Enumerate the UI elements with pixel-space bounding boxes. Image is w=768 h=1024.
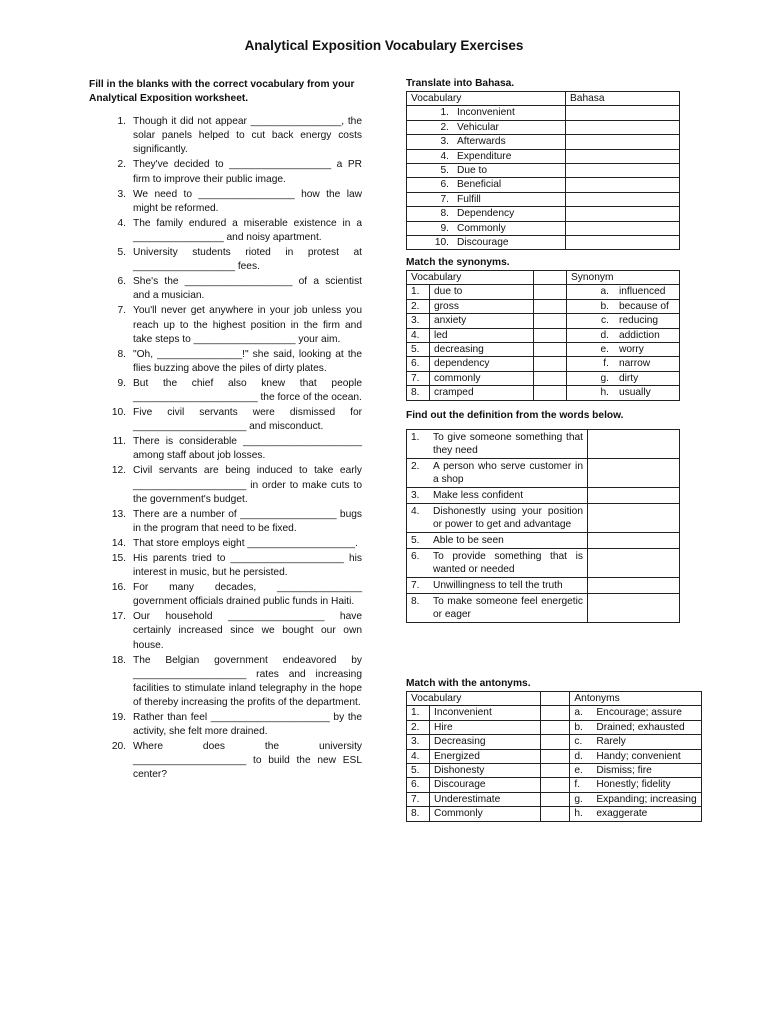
definitions-section — [406, 410, 680, 623]
antonym-vocab: Discourage — [430, 778, 541, 792]
translate-row — [407, 192, 680, 206]
translate-table — [406, 91, 680, 250]
question-text: "Oh, _______________!" she said, looking at the flies buzzing above the piles of dirty plates. — [133, 348, 362, 374]
translate-word: Commonly — [457, 222, 506, 234]
synonym-number: 6. — [407, 357, 430, 371]
definition-answer-cell — [588, 549, 680, 578]
antonym-word: exaggerate — [592, 807, 701, 821]
translate-vocab — [411, 222, 561, 235]
synonym-letter: e. — [566, 342, 615, 356]
antonym-blank — [541, 720, 570, 734]
synonym-word: worry — [615, 342, 680, 356]
antonyms-table — [406, 691, 702, 822]
translate-vocab — [411, 121, 561, 134]
synonym-blank — [533, 342, 566, 356]
translate-vocab-cell — [407, 149, 566, 163]
antonyms-heading: Match with the antonyms. — [406, 678, 531, 689]
definition-text: Unwillingness to tell the truth — [429, 578, 588, 594]
synonyms-table — [406, 270, 680, 401]
synonyms-col-empty — [533, 271, 566, 285]
translate-vocab-cell — [407, 235, 566, 249]
question-number: 19. — [111, 712, 126, 724]
definition-row — [407, 533, 680, 549]
translate-word: Inconvenient — [457, 107, 515, 119]
antonym-letter: c. — [570, 735, 593, 749]
translate-answer-cell — [566, 221, 680, 235]
translate-row — [407, 163, 680, 177]
translate-vocab — [411, 236, 561, 249]
question-text: Five civil servants were dismissed for ____________________ and misconduct. — [133, 407, 362, 433]
translate-vocab-cell — [407, 106, 566, 120]
question-item — [89, 246, 362, 274]
translate-answer-cell — [566, 135, 680, 149]
translate-row — [407, 135, 680, 149]
antonym-letter: a. — [570, 706, 593, 720]
translate-vocab-cell — [407, 178, 566, 192]
question-item — [89, 348, 362, 376]
antonym-word: Honestly; fidelity — [592, 778, 701, 792]
question-number: 8. — [117, 348, 126, 360]
definition-answer-cell — [588, 533, 680, 549]
antonym-letter: b. — [570, 720, 593, 734]
synonym-row — [407, 285, 680, 299]
question-text: Civil servants are being induced to take early ____________________ in order to make cuts to the government's budget. — [133, 465, 362, 505]
question-number: 10. — [111, 407, 126, 419]
antonym-blank — [541, 807, 570, 821]
translate-number: 2. — [440, 121, 449, 133]
question-item — [89, 740, 362, 782]
translate-word: Fulfill — [457, 193, 481, 205]
question-text: That store employs eight ___________________. — [133, 537, 358, 549]
antonym-row — [407, 778, 702, 792]
question-item — [89, 377, 362, 405]
question-text: Though it did not appear ________________, the solar panels helped to cut back energy costs significantly. — [133, 116, 362, 156]
antonym-word: Dismiss; fire — [592, 763, 701, 777]
definition-number: 4. — [407, 504, 430, 533]
antonym-row — [407, 792, 702, 806]
question-item — [89, 275, 362, 303]
translate-word: Beneficial — [457, 179, 502, 191]
question-number: 11. — [112, 436, 126, 448]
question-item — [89, 304, 362, 346]
antonyms-col-antonyms: Antonyms — [570, 692, 702, 706]
translate-word: Afterwards — [457, 136, 506, 148]
question-text: His parents tried to ____________________ his interest in music, but he persisted. — [133, 553, 362, 579]
translate-number: 3. — [440, 136, 449, 148]
translate-vocab — [411, 193, 561, 206]
translate-vocab — [411, 164, 561, 177]
antonym-vocab: Commonly — [430, 807, 541, 821]
fill-blanks-section — [89, 78, 362, 784]
fill-blanks-instruction: Fill in the blanks with the correct vocabulary from your Analytical Exposition worksheet. — [89, 79, 355, 105]
antonym-blank — [541, 706, 570, 720]
question-item — [89, 115, 362, 157]
synonym-blank — [533, 357, 566, 371]
definition-text: Make less confident — [429, 488, 588, 504]
translate-row — [407, 235, 680, 249]
translate-word: Discourage — [457, 236, 509, 248]
antonym-word: Expanding; increasing — [592, 792, 701, 806]
synonym-number: 4. — [407, 328, 430, 342]
translate-word: Vehicular — [457, 121, 499, 133]
question-item — [89, 158, 362, 186]
synonym-vocab: dependency — [430, 357, 534, 371]
antonym-word: Handy; convenient — [592, 749, 701, 763]
question-item — [89, 654, 362, 710]
antonym-blank — [541, 735, 570, 749]
definition-number: 5. — [407, 533, 430, 549]
translate-row — [407, 207, 680, 221]
question-item — [89, 435, 362, 463]
definition-answer-cell — [588, 459, 680, 488]
antonym-word: Encourage; assure — [592, 706, 701, 720]
synonym-word: usually — [615, 386, 680, 400]
translate-vocab — [411, 207, 561, 220]
synonym-blank — [533, 285, 566, 299]
question-item — [89, 406, 362, 434]
synonyms-col-synonym: Synonym — [566, 271, 679, 285]
question-text: The Belgian government endeavored by ____________________ rates and increasing facilities to stimulate inland telegraphy in the hope of thereby increasing the profits of the department. — [133, 654, 362, 708]
synonym-number: 8. — [407, 386, 430, 400]
translate-answer-cell — [566, 207, 680, 221]
question-number: 9. — [117, 377, 126, 389]
antonym-blank — [541, 792, 570, 806]
translate-row — [407, 221, 680, 235]
synonym-vocab: gross — [430, 299, 534, 313]
antonym-blank — [541, 749, 570, 763]
translate-row — [407, 120, 680, 134]
translate-answer-cell — [566, 235, 680, 249]
antonym-row — [407, 720, 702, 734]
antonym-number: 5. — [407, 763, 430, 777]
translate-answer-cell — [566, 192, 680, 206]
definition-row — [407, 504, 680, 533]
antonyms-col-empty — [541, 692, 570, 706]
synonym-row — [407, 299, 680, 313]
question-number: 5. — [117, 247, 126, 259]
translate-vocab-cell — [407, 207, 566, 221]
definitions-table — [406, 429, 680, 623]
antonym-word: Rarely — [592, 735, 701, 749]
translate-section — [406, 78, 680, 250]
translate-vocab-cell — [407, 221, 566, 235]
question-number: 1. — [117, 116, 126, 128]
translate-vocab-cell — [407, 163, 566, 177]
translate-number: 6. — [440, 179, 449, 191]
definition-number: 2. — [407, 459, 430, 488]
question-number: 16. — [111, 582, 126, 594]
question-text: She's the ___________________ of a scientist and a musician. — [133, 276, 362, 302]
synonym-row — [407, 386, 680, 400]
question-item — [89, 464, 362, 506]
synonym-letter: f. — [566, 357, 615, 371]
definition-number: 7. — [407, 578, 430, 594]
translate-number: 4. — [440, 150, 449, 162]
translate-number: 9. — [440, 222, 449, 234]
translate-vocab-cell — [407, 120, 566, 134]
question-item — [89, 217, 362, 245]
translate-number: 1. — [440, 107, 449, 119]
synonym-number: 7. — [407, 371, 430, 385]
translate-vocab-cell — [407, 192, 566, 206]
question-item — [89, 610, 362, 652]
question-text: They've decided to __________________ a PR firm to improve their public image. — [133, 159, 362, 185]
fill-blanks-list — [89, 115, 362, 782]
synonym-letter: g. — [566, 371, 615, 385]
translate-number: 5. — [440, 164, 449, 176]
antonyms-col-vocabulary: Vocabulary — [407, 692, 541, 706]
synonym-word: influenced — [615, 285, 680, 299]
translate-vocab — [411, 150, 561, 163]
definition-text: To provide something that is wanted or needed — [429, 549, 588, 578]
translate-number: 8. — [440, 208, 449, 220]
synonyms-col-vocabulary: Vocabulary — [407, 271, 534, 285]
question-text: University students rioted in protest at __________________ fees. — [133, 247, 362, 273]
translate-col-bahasa: Bahasa — [566, 92, 680, 106]
translate-answer-cell — [566, 149, 680, 163]
question-number: 4. — [117, 217, 126, 229]
definition-number: 8. — [407, 594, 430, 623]
synonym-row — [407, 314, 680, 328]
question-text: The family endured a miserable existence in a ________________ and noisy apartment. — [133, 217, 362, 243]
synonym-word: dirty — [615, 371, 680, 385]
synonym-vocab: due to — [430, 285, 534, 299]
translate-vocab-cell — [407, 135, 566, 149]
antonym-number: 6. — [407, 778, 430, 792]
definition-row — [407, 594, 680, 623]
antonym-row — [407, 735, 702, 749]
question-item — [89, 508, 362, 536]
question-text: But the chief also knew that people ______________________ the force of the ocean. — [133, 377, 362, 403]
definition-number: 6. — [407, 549, 430, 578]
translate-word: Dependency — [457, 208, 515, 220]
antonym-row — [407, 807, 702, 821]
antonym-vocab: Hire — [430, 720, 541, 734]
synonym-word: reducing — [615, 314, 680, 328]
translate-vocab — [411, 178, 561, 191]
question-text: Rather than feel _____________________ by the activity, she felt more drained. — [133, 712, 362, 738]
question-item — [89, 188, 362, 216]
translate-number: 7. — [440, 193, 449, 205]
definition-answer-cell — [588, 594, 680, 623]
antonym-row — [407, 763, 702, 777]
antonym-letter: f. — [570, 778, 593, 792]
translate-number: 10. — [434, 236, 449, 248]
synonym-vocab: anxiety — [430, 314, 534, 328]
definition-number: 3. — [407, 488, 430, 504]
translate-heading: Translate into Bahasa. — [406, 78, 515, 89]
definition-text: Able to be seen — [429, 533, 588, 549]
synonym-row — [407, 357, 680, 371]
question-item — [89, 581, 362, 609]
synonym-blank — [533, 299, 566, 313]
antonym-vocab: Dishonesty — [430, 763, 541, 777]
antonym-vocab: Inconvenient — [430, 706, 541, 720]
antonym-blank — [541, 763, 570, 777]
translate-row — [407, 106, 680, 120]
translate-vocab — [411, 135, 561, 148]
question-text: You'll never get anywhere in your job unless you reach up to the highest position in the firm and take steps to __________________ your aim. — [133, 305, 362, 345]
definitions-heading: Find out the definition from the words below. — [406, 410, 624, 421]
synonyms-heading: Match the synonyms. — [406, 257, 510, 268]
question-item — [89, 552, 362, 580]
definition-number: 1. — [407, 430, 430, 459]
synonym-row — [407, 342, 680, 356]
question-text: We need to _________________ how the law might be reformed. — [133, 188, 362, 214]
synonym-number: 3. — [407, 314, 430, 328]
translate-answer-cell — [566, 178, 680, 192]
antonym-vocab: Decreasing — [430, 735, 541, 749]
definition-text: To give someone something that they need — [429, 430, 588, 459]
synonym-word: narrow — [615, 357, 680, 371]
antonym-number: 1. — [407, 706, 430, 720]
synonym-letter: c. — [566, 314, 615, 328]
question-item — [89, 711, 362, 739]
question-number: 7. — [117, 305, 126, 317]
antonym-row — [407, 749, 702, 763]
question-number: 13. — [111, 508, 126, 520]
antonym-vocab: Underestimate — [430, 792, 541, 806]
synonym-vocab: commonly — [430, 371, 534, 385]
antonym-letter: e. — [570, 763, 593, 777]
translate-answer-cell — [566, 106, 680, 120]
definition-answer-cell — [588, 578, 680, 594]
synonym-number: 5. — [407, 342, 430, 356]
question-text: There is considerable _____________________ among staff about job losses. — [133, 436, 362, 462]
question-text: For many decades, _______________ government officials drained public funds in Haiti. — [133, 582, 362, 608]
question-number: 3. — [117, 188, 126, 200]
definition-answer-cell — [588, 430, 680, 459]
synonym-letter: d. — [566, 328, 615, 342]
synonym-number: 2. — [407, 299, 430, 313]
question-number: 6. — [117, 276, 126, 288]
definition-text: To make someone feel energetic or eager — [429, 594, 588, 623]
synonym-blank — [533, 371, 566, 385]
synonym-letter: a. — [566, 285, 615, 299]
antonym-letter: g. — [570, 792, 593, 806]
translate-word: Expenditure — [457, 150, 512, 162]
definition-row — [407, 488, 680, 504]
synonym-row — [407, 371, 680, 385]
antonym-number: 8. — [407, 807, 430, 821]
question-text: Our household _________________ have certainly increased since we bought our own house. — [133, 611, 362, 651]
definition-answer-cell — [588, 504, 680, 533]
question-number: 17. — [111, 611, 126, 623]
question-number: 12. — [111, 465, 126, 477]
synonym-row — [407, 328, 680, 342]
antonym-row — [407, 706, 702, 720]
antonym-number: 3. — [407, 735, 430, 749]
question-number: 18. — [111, 654, 126, 666]
antonym-letter: h. — [570, 807, 593, 821]
question-number: 20. — [111, 741, 126, 753]
antonym-letter: d. — [570, 749, 593, 763]
synonym-vocab: cramped — [430, 386, 534, 400]
synonym-letter: b. — [566, 299, 615, 313]
definition-answer-cell — [588, 488, 680, 504]
translate-row — [407, 149, 680, 163]
question-number: 14. — [111, 537, 126, 549]
translate-vocab — [411, 106, 561, 119]
antonyms-section — [406, 678, 702, 822]
definition-row — [407, 459, 680, 488]
synonym-vocab: led — [430, 328, 534, 342]
antonym-number: 4. — [407, 749, 430, 763]
definition-row — [407, 430, 680, 459]
antonym-vocab: Energized — [430, 749, 541, 763]
translate-answer-cell — [566, 163, 680, 177]
synonyms-section — [406, 257, 680, 401]
question-number: 2. — [117, 159, 126, 171]
synonym-word: addiction — [615, 328, 680, 342]
synonym-blank — [533, 328, 566, 342]
page-title: Analytical Exposition Vocabulary Exercises — [244, 38, 524, 53]
synonym-vocab: decreasing — [430, 342, 534, 356]
synonym-number: 1. — [407, 285, 430, 299]
question-text: There are a number of _________________ bugs in the program that need to be fixed. — [133, 508, 362, 534]
translate-answer-cell — [566, 120, 680, 134]
definition-row — [407, 578, 680, 594]
antonym-number: 7. — [407, 792, 430, 806]
synonym-blank — [533, 314, 566, 328]
synonym-word: because of — [615, 299, 680, 313]
question-text: Where does the university ____________________ to build the new ESL center? — [133, 741, 362, 781]
question-item — [89, 537, 362, 551]
antonym-word: Drained; exhausted — [592, 720, 701, 734]
synonym-letter: h. — [566, 386, 615, 400]
antonym-blank — [541, 778, 570, 792]
question-number: 15. — [111, 553, 126, 564]
antonym-number: 2. — [407, 720, 430, 734]
translate-col-vocabulary: Vocabulary — [407, 92, 566, 106]
synonym-blank — [533, 386, 566, 400]
definition-text: A person who serve customer in a shop — [429, 459, 588, 488]
translate-row — [407, 178, 680, 192]
definition-row — [407, 549, 680, 578]
translate-word: Due to — [457, 164, 488, 176]
definition-text: Dishonestly using your position or power to get and advantage — [429, 504, 588, 533]
